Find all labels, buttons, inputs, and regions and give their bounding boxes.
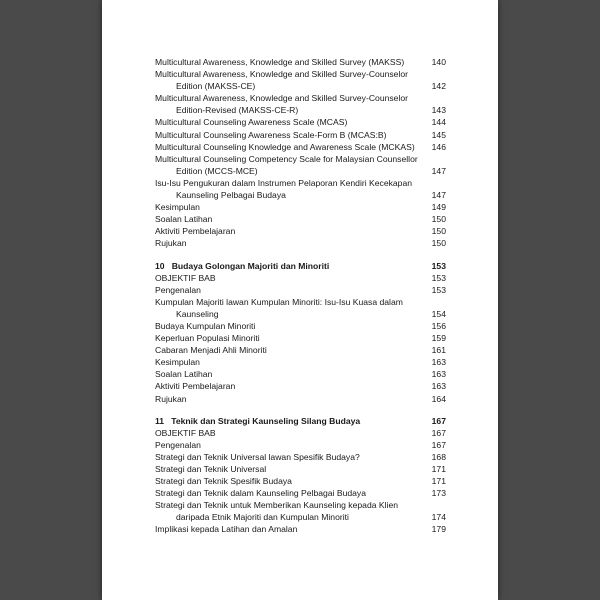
toc-entry [155,201,446,213]
page-number: 173 [431,488,446,499]
page-number: 147 [431,190,446,201]
entry-title: Strategi dan Teknik Spesifik Budaya [155,476,292,487]
toc-entry [155,393,446,405]
page-number: 163 [431,357,446,368]
entry-title: Rujukan [155,238,187,249]
toc-entry [155,427,446,439]
page-number: 146 [431,141,446,152]
page-number: 143 [431,105,446,116]
page-number: 147 [431,165,446,176]
entry-title: Multicultural Counseling Awareness Scale-Form B (MCAS:B) [155,129,387,140]
page-number: 174 [431,512,446,523]
toc-entry [155,499,446,523]
toc-entry [155,68,446,92]
toc-entry [155,225,446,237]
toc-entry [155,451,446,463]
entry-title: Strategi dan Teknik untuk Memberikan Kaunseling kepada Klien daripada Etnik Majoriti dan Kumpulan Minoriti [155,500,399,523]
toc-entry [155,487,446,499]
chapter-title: 11 Teknik dan Strategi Kaunseling Silang Budaya [155,415,361,426]
toc-entry [155,92,446,116]
page-number: 153 [431,260,446,271]
entry-title: Multicultural Counseling Awareness Scale (MCAS) [155,117,348,128]
toc-entry [155,356,446,368]
entry-title: Multicultural Awareness, Knowledge and Skilled Survey-Counselor Edition-Revised (MAKSS-CE-R) [155,93,409,116]
page-number: 179 [431,524,446,535]
page-number: 163 [431,369,446,380]
page-number: 154 [431,308,446,319]
toc-entry [155,344,446,356]
entry-title: Budaya Kumpulan Minoriti [155,320,256,331]
toc-entry [155,153,446,177]
toc-entry [155,116,446,128]
toc-entry [155,439,446,451]
entry-title: OBJEKTIF BAB [155,272,216,283]
page-number: 167 [431,415,446,426]
toc-entry [155,272,446,284]
page-number: 149 [431,202,446,213]
page-number: 150 [431,214,446,225]
toc-entry [155,380,446,392]
entry-title: Strategi dan Teknik dalam Kaunseling Pelbagai Budaya [155,488,367,499]
page-number: 150 [431,226,446,237]
entry-title: Multicultural Awareness, Knowledge and Skilled Survey (MAKSS) [155,57,405,67]
toc-entry [155,368,446,380]
page-number: 161 [431,345,446,356]
page-number: 168 [431,451,446,462]
page-number: 164 [431,393,446,404]
entry-title: Soalan Latihan [155,214,213,225]
entry-title: Kumpulan Majoriti lawan Kumpulan Minoriti: Isu-Isu Kuasa dalam Kaunseling [155,296,403,319]
toc-entry [155,237,446,249]
entry-title: Strategi dan Teknik Universal [155,464,267,474]
toc-entry [155,129,446,141]
entry-title: Aktiviti Pembelajaran [155,381,236,392]
page-number: 163 [431,381,446,392]
page-number: 140 [431,57,446,67]
page-number: 167 [431,427,446,438]
table-of-contents [155,56,446,536]
page-number: 167 [431,439,446,450]
entry-title: Aktiviti Pembelajaran [155,226,236,237]
toc-chapter-heading [155,260,446,272]
page-number: 142 [431,81,446,92]
page-number: 153 [431,284,446,295]
entry-title: Isu-Isu Pengukuran dalam Instrumen Pelaporan Kendiri Kecekapan Kaunseling Pelbagai Budaya [155,177,413,201]
page-number: 159 [431,333,446,344]
toc-entry [155,332,446,344]
entry-title: Implikasi kepada Latihan dan Amalan [155,524,298,535]
toc-entry [155,475,446,487]
page-number: 156 [431,320,446,331]
toc-entry [155,284,446,296]
entry-title: Kesimpulan [155,202,200,213]
entry-title: Pengenalan [155,284,201,295]
entry-title: Strategi dan Teknik Universal lawan Spesifik Budaya? [155,451,360,462]
page-number: 153 [431,272,446,283]
toc-entry [155,320,446,332]
entry-title: Rujukan [155,393,187,404]
entry-title: OBJEKTIF BAB [155,427,216,438]
toc-entry [155,463,446,475]
entry-title: Multicultural Counseling Competency Scale for Malaysian Counsellor Edition (MCCS-MCE) [155,153,418,176]
toc-entry [155,56,446,68]
entry-title: Multicultural Counseling Knowledge and Awareness Scale (MCKAS) [155,141,415,152]
toc-entry [155,177,446,201]
entry-title: Keperluan Populasi Minoriti [155,333,260,344]
entry-title: Kesimpulan [155,357,200,368]
toc-entry [155,523,446,535]
entry-title: Multicultural Awareness, Knowledge and Skilled Survey-Counselor Edition (MAKSS-CE) [155,69,409,92]
entry-title: Cabaran Menjadi Ahli Minoriti [155,345,267,356]
toc-entry [155,296,446,320]
toc-chapter-heading [155,415,446,427]
page-number: 145 [431,129,446,140]
entry-title: Soalan Latihan [155,369,213,380]
chapter-title: 10 Budaya Golongan Majoriti dan Minoriti [155,260,330,271]
toc-entry [155,213,446,225]
page-number: 171 [431,476,446,487]
page-number: 171 [431,464,446,474]
page-number: 150 [431,238,446,249]
page-number: 144 [431,117,446,128]
document-page [102,0,498,600]
toc-entry [155,141,446,153]
entry-title: Pengenalan [155,439,201,450]
